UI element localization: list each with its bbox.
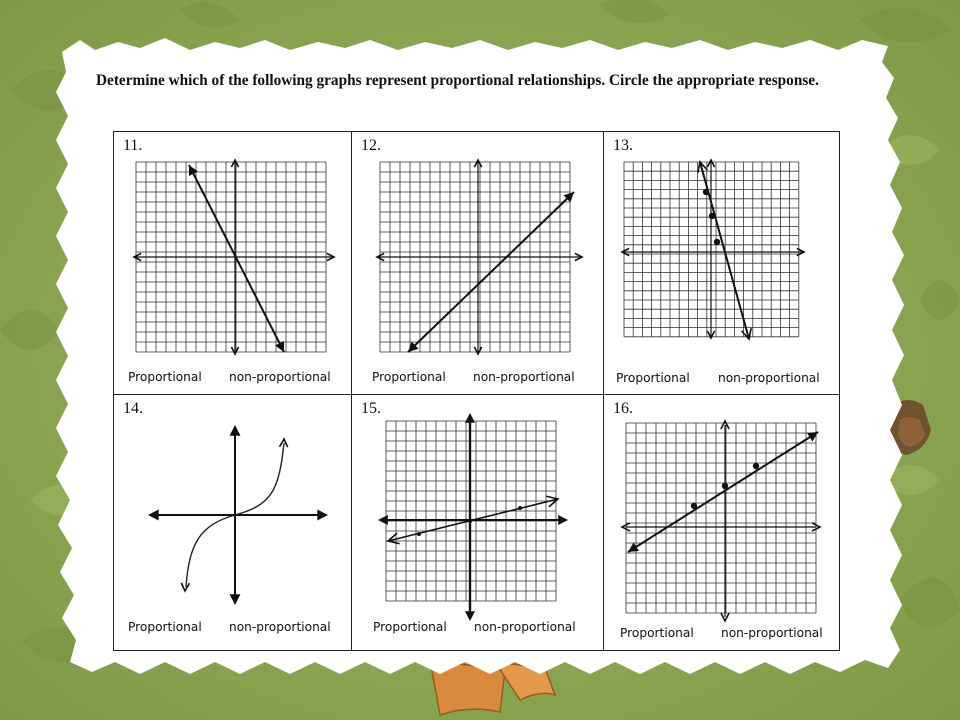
plotted-point (468, 519, 472, 523)
problem-15 (352, 395, 603, 651)
problem-12 (352, 132, 603, 394)
plotted-point (722, 483, 728, 489)
non-proportional-option[interactable]: non-proportional (474, 620, 576, 634)
proportional-option[interactable]: Proportional (372, 370, 446, 384)
proportional-option[interactable]: Proportional (616, 371, 690, 385)
problem-number: 15. (361, 400, 381, 417)
problem-14 (114, 395, 351, 651)
proportional-option[interactable]: Proportional (128, 370, 202, 384)
plotted-point (714, 239, 720, 245)
plotted-point (703, 189, 709, 195)
arrow-head (230, 425, 241, 436)
plotted-point (518, 506, 522, 510)
non-proportional-option[interactable]: non-proportional (229, 620, 331, 634)
problem-16 (604, 395, 841, 651)
proportional-option[interactable]: Proportional (128, 620, 202, 634)
arrow-head (317, 510, 328, 521)
problem-number: 13. (613, 137, 633, 154)
non-proportional-option[interactable]: non-proportional (718, 371, 820, 385)
problem-number: 16. (613, 400, 633, 417)
graph-line (189, 165, 284, 352)
graph-16 (604, 395, 841, 651)
non-proportional-option[interactable]: non-proportional (721, 626, 823, 640)
problem-11 (114, 132, 351, 394)
graph-13 (604, 132, 841, 394)
proportional-option[interactable]: Proportional (620, 626, 694, 640)
graph-15 (352, 395, 603, 651)
arrow-head (148, 510, 159, 521)
graph-line (628, 432, 818, 552)
plotted-point (417, 532, 421, 536)
instructions-text: Determine which of the following graphs represent proportional relationships. Circle the appropriate response. (96, 72, 819, 89)
problem-grid (113, 131, 840, 651)
problem-number: 12. (361, 137, 381, 154)
non-proportional-option[interactable]: non-proportional (229, 370, 331, 384)
proportional-option[interactable]: Proportional (373, 620, 447, 634)
plotted-point (691, 503, 697, 509)
problem-13 (604, 132, 841, 394)
problem-number: 11. (123, 137, 143, 154)
graph-line (700, 162, 749, 339)
graph-11 (114, 132, 351, 394)
graph-12 (352, 132, 603, 394)
non-proportional-option[interactable]: non-proportional (473, 370, 575, 384)
arrow-head (465, 413, 475, 423)
problem-number: 14. (123, 400, 143, 417)
arrow-head (230, 594, 241, 605)
arrow-head (378, 515, 388, 525)
plotted-point (709, 213, 715, 219)
arrow-head (558, 515, 568, 525)
graph-14 (114, 395, 351, 651)
plotted-point (753, 463, 759, 469)
